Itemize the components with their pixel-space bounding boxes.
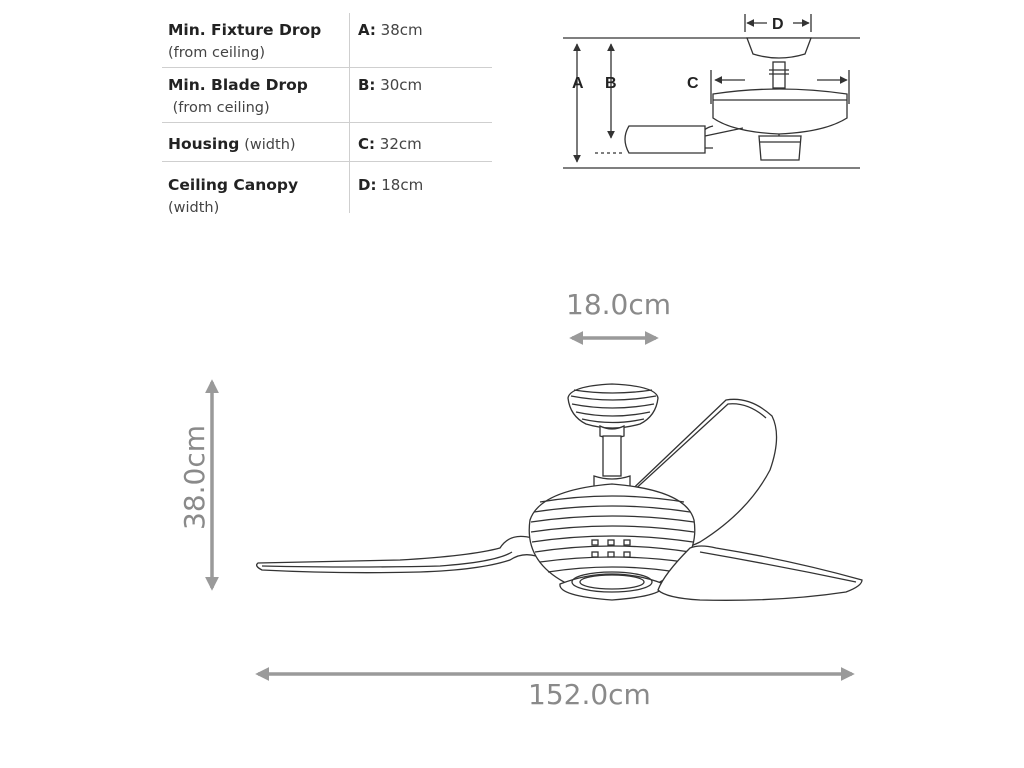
spec-value-text: 30cm: [380, 76, 423, 94]
spec-letter: C:: [358, 135, 376, 153]
spec-value-text: 18cm: [381, 176, 424, 194]
spec-name-label: Ceiling Canopy: [168, 176, 299, 194]
spec-letter: B:: [358, 76, 376, 94]
height-label: 38.0cm: [178, 424, 211, 530]
spec-name-sub: (from ceiling): [168, 45, 266, 61]
label-c: C: [687, 75, 699, 92]
spec-name-label: Min. Blade Drop: [168, 76, 308, 94]
spec-letter: D:: [358, 176, 377, 194]
spec-letter: A:: [358, 21, 376, 39]
spec-name-sub: (from ceiling): [168, 100, 270, 116]
label-d: D: [772, 16, 784, 33]
spec-name-label: Min. Fixture Drop: [168, 21, 322, 39]
spec-value-text: 38cm: [380, 21, 423, 39]
spec-name-sub: (width): [244, 137, 296, 153]
fan-blade-lower-right: [658, 546, 862, 600]
spec-name-label: Housing: [168, 135, 240, 153]
spec-value-text: 32cm: [379, 135, 422, 153]
spec-name-sub: (width): [168, 200, 220, 216]
label-a: A: [572, 75, 584, 92]
span-label: 152.0cm: [528, 678, 651, 711]
canopy-width-label: 18.0cm: [566, 288, 672, 321]
label-b: B: [605, 75, 617, 92]
